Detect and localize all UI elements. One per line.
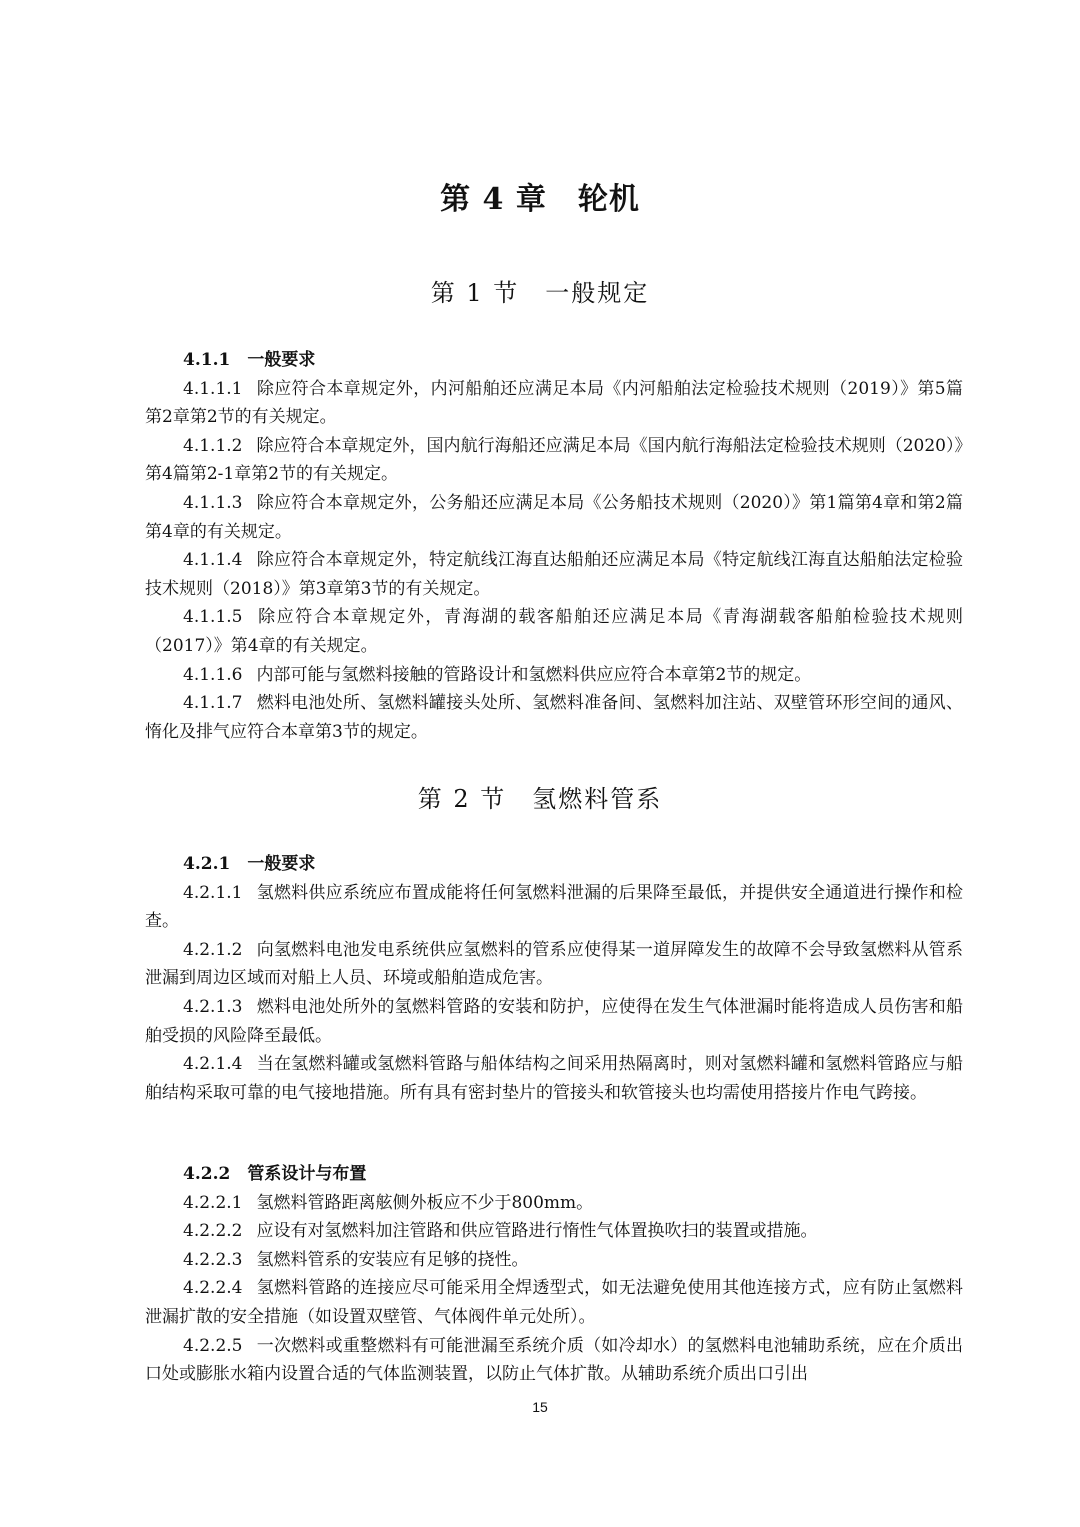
paragraph-4-2-2-2: [145, 1217, 963, 1246]
clause-text: 当在氢燃料罐或氢燃料管路与船体结构之间采用热隔离时，则对氢燃料罐和氢燃料管路应与船舶结构采取可靠的电气接地措施。所有具有密封垫片的管接头和软管接头也均需使用搭接片作电气跨接。: [145, 1054, 963, 1103]
clause-number: 4.1.1.5: [183, 607, 243, 628]
chapter-title: 第 4 章 轮机: [440, 182, 640, 217]
paragraph-4-1-1-5: [145, 603, 963, 660]
clause-number: 4.2.2.5: [183, 1335, 243, 1356]
clause-number: 4.2.2.4: [183, 1278, 243, 1299]
clause-text: 向氢燃料电池发电系统供应氢燃料的管系应使得某一道屏障发生的故障不会导致氢燃料从管系泄漏到周边区域而对船上人员、环境或船舶造成危害。: [145, 939, 963, 989]
paragraph-4-1-1-4: [145, 546, 963, 603]
paragraph-4-1-1-2: [145, 432, 963, 489]
clause-text: 内部可能与氢燃料接触的管路设计和氢燃料供应应符合本章第2节的规定。: [256, 664, 812, 685]
clause-number: 4.1.1.2: [183, 435, 243, 456]
clause-text: 燃料电池处所外的氢燃料管路的安装和防护，应使得在发生气体泄漏时能将造成人员伤害和船舶受损的风险降至最低。: [145, 996, 963, 1046]
paragraph-4-2-2-5: [145, 1332, 963, 1389]
clause-heading: 4.2.1 一般要求: [183, 854, 316, 874]
clause-text: 氢燃料管系的安装应有足够的挠性。: [256, 1249, 529, 1270]
clause-4-1-1: [145, 346, 963, 746]
clause-number: 4.2.1.4: [183, 1054, 243, 1075]
clause-text: 氢燃料管路距离舷侧外板应不少于800mm。: [256, 1192, 594, 1213]
paragraph-4-2-1-4: [145, 1050, 963, 1107]
clause-number: 4.2.1.3: [183, 996, 243, 1017]
page-number: 15: [532, 1399, 548, 1415]
clause-number: 4.2.1.1: [183, 882, 243, 903]
clause-text: 氢燃料管路的连接应尽可能采用全焊透型式，如无法避免使用其他连接方式，应有防止氢燃料泄漏扩散的安全措施（如设置双壁管、气体阀件单元处所）。: [145, 1278, 963, 1327]
paragraph-4-2-2-3: [145, 1246, 963, 1275]
paragraph-4-2-2-1: [145, 1189, 963, 1218]
clause-text: 燃料电池处所、氢燃料罐接头处所、氢燃料准备间、氢燃料加注站、双壁管环形空间的通风、惰化及排气应符合本章第3节的规定。: [145, 693, 963, 742]
clause-text: 一次燃料或重整燃料有可能泄漏至系统介质（如冷却水）的氢燃料电池辅助系统，应在介质出口处或膨胀水箱内设置合适的气体监测装置，以防止气体扩散。从辅助系统介质出口引出: [145, 1335, 963, 1385]
paragraph-4-1-1-3: [145, 489, 963, 546]
paragraph-4-1-1-6: [145, 661, 963, 690]
clause-number: 4.2.2.3: [183, 1249, 243, 1270]
section-1-title: 第 1 节 一般规定: [430, 279, 650, 307]
clause-heading: 4.2.2 管系设计与布置: [183, 1164, 367, 1184]
paragraph-4-2-1-1: [145, 879, 963, 936]
clause-text: 除应符合本章规定外，国内航行海船还应满足本局《国内航行海船法定检验技术规则（2020）》第4篇第2-1章第2节的有关规定。: [145, 435, 963, 485]
clause-text: 除应符合本章规定外，特定航线江海直达船舶还应满足本局《特定航线江海直达船舶法定检验技术规则（2018）》第3章第3节的有关规定。: [145, 550, 963, 599]
clause-number: 4.1.1.6: [183, 664, 243, 685]
clause-number: 4.1.1.7: [183, 693, 243, 714]
clause-text: 氢燃料供应系统应布置成能将任何氢燃料泄漏的后果降至最低，并提供安全通道进行操作和检查。: [145, 882, 963, 932]
paragraph-4-2-2-4: [145, 1274, 963, 1331]
paragraph-4-2-1-3: [145, 993, 963, 1050]
paragraph-4-1-1-7: [145, 689, 963, 746]
clause-number: 4.1.1.4: [183, 550, 243, 571]
section-2-title: 第 2 节 氢燃料管系: [417, 785, 663, 813]
clause-text: 应设有对氢燃料加注管路和供应管路进行惰性气体置换吹扫的装置或措施。: [256, 1221, 818, 1242]
paragraph-4-2-1-2: [145, 936, 963, 993]
clause-4-2-1: [145, 850, 963, 1107]
clause-text: 除应符合本章规定外，公务船还应满足本局《公务船技术规则（2020）》第1篇第4章和第2篇第4章的有关规定。: [145, 492, 963, 542]
clause-text: 除应符合本章规定外，青海湖的载客船舶还应满足本局《青海湖载客船舶检验技术规则（2017）》第4章的有关规定。: [145, 607, 963, 656]
clause-text: 除应符合本章规定外，内河船舶还应满足本局《内河船舶法定检验技术规则（2019）》第5篇第2章第2节的有关规定。: [145, 378, 963, 428]
clause-number: 4.1.1.1: [183, 378, 243, 399]
clause-number: 4.2.2.1: [183, 1192, 243, 1213]
clause-heading: 4.1.1 一般要求: [183, 350, 316, 370]
clause-4-2-2: [145, 1160, 963, 1389]
clause-number: 4.1.1.3: [183, 492, 243, 513]
paragraph-4-1-1-1: [145, 375, 963, 432]
clause-number: 4.2.1.2: [183, 939, 243, 960]
clause-number: 4.2.2.2: [183, 1221, 243, 1242]
